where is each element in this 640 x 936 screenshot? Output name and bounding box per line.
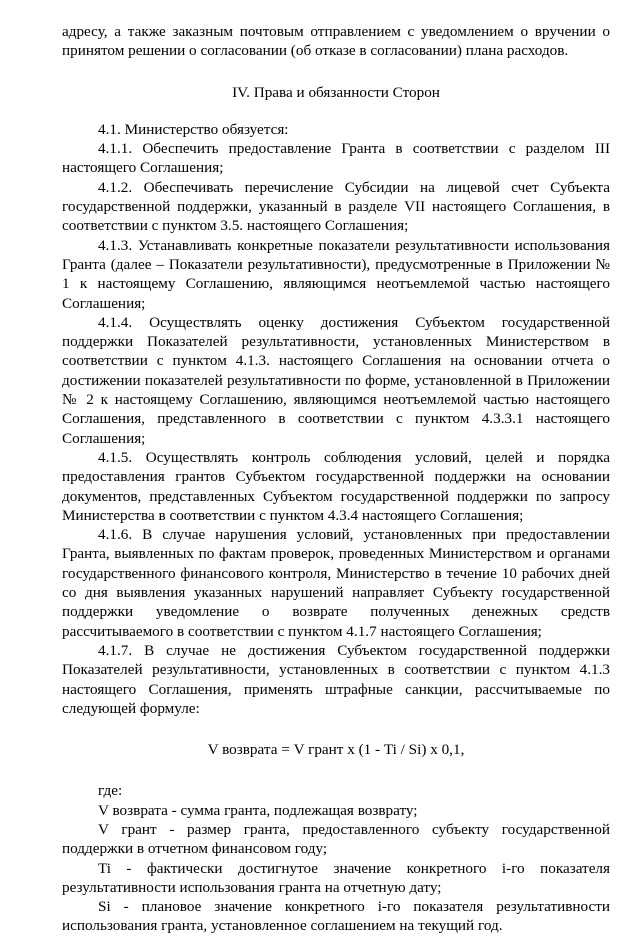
clause-4-1-6: 4.1.6. В случае нарушения условий, установленных при предоставлении Гранта, выявленных по фактам проверок, проведенных Министерством и органами государственного финансового контроля, Министерство в течение 10 рабочих дней со дня выявления указанных нарушений направляет Субъекту государственной поддержки уведомление о возврате полученных денежных средств рассчитываемого в соответствии с пунктом 4.1.7 настоящего Соглашения; <box>62 526 610 640</box>
definition-v-return: V возврата - сумма гранта, подлежащая возврату; <box>98 801 418 819</box>
document-page <box>62 22 610 936</box>
definition-ti: Ti - фактически достигнутое значение конкретного i-го показателя результативности использования гранта на отчетную дату; <box>62 859 610 896</box>
definition-v-grant: V грант - размер гранта, предоставленного субъекту государственной поддержки в отчетном финансовом году; <box>62 820 610 858</box>
definition-si: Si - плановое значение конкретного i-го показателя результативности использования гранта, установленное соглашением на текущий год. <box>62 898 610 935</box>
intro-paragraph: адресу, а также заказным почтовым отправлением с уведомлением о вручении о принятом решении о согласовании (об отказе в согласовании) плана расходов. <box>62 23 610 60</box>
clause-4-1: 4.1. Министерство обязуется: <box>98 120 289 138</box>
clause-4-1-5: 4.1.5. Осуществлять контроль соблюдения условий, целей и порядка предоставления грантов Субъектом государственной поддержки на основании документов, представленных Субъектом государственной поддержки по запросу Министерства в соответствии с пунктом 4.3.4 настоящего Соглашения; <box>62 448 610 524</box>
clause-4-1-4: 4.1.4. Осуществлять оценку достижения Субъектом государственной поддержки Показателей результативности, установленных Министерством в соответствии с пунктом 4.1.3. настоящего Соглашения на основании отчета о достижении показателей результативности по форме, установленной в Приложении № 2 к настоящему Соглашению, являющимся неотъемлемой частью настоящего Соглашения, представленного в соответствии с пунктом 4.3.3.1 настоящего Соглашения; <box>62 313 610 447</box>
clause-4-1-2: 4.1.2. Обеспечивать перечисление Субсидии на лицевой счет Субъекта государственной поддержки, указанный в разделе VII настоящего Соглашения, в соответствии с пунктом 3.5. настоящего Соглашения; <box>62 178 610 235</box>
where-label: где: <box>98 782 123 800</box>
clause-4-1-1: 4.1.1. Обеспечить предоставление Гранта в соответствии с разделом III настоящего Соглашения; <box>62 140 610 177</box>
penalty-formula: V возврата = V грант х (1 - Ti / Si) х 0,1, <box>207 741 465 759</box>
section-heading: IV. Права и обязанности Сторон <box>232 83 440 101</box>
clause-4-1-7: 4.1.7. В случае не достижения Субъектом государственной поддержки Показателей результативности, установленных в соответствии с пунктом 4.1.3 настоящего Соглашения, применять штрафные санкции, рассчитываемые по следующей формуле: <box>62 641 610 717</box>
clause-4-1-3: 4.1.3. Устанавливать конкретные показатели результативности использования Гранта (далее – Показатели результативности), предусмотренные в Приложении № 1 к настоящему Соглашению, являющимся неотъемлемой частью настоящего Соглашения; <box>62 236 610 312</box>
